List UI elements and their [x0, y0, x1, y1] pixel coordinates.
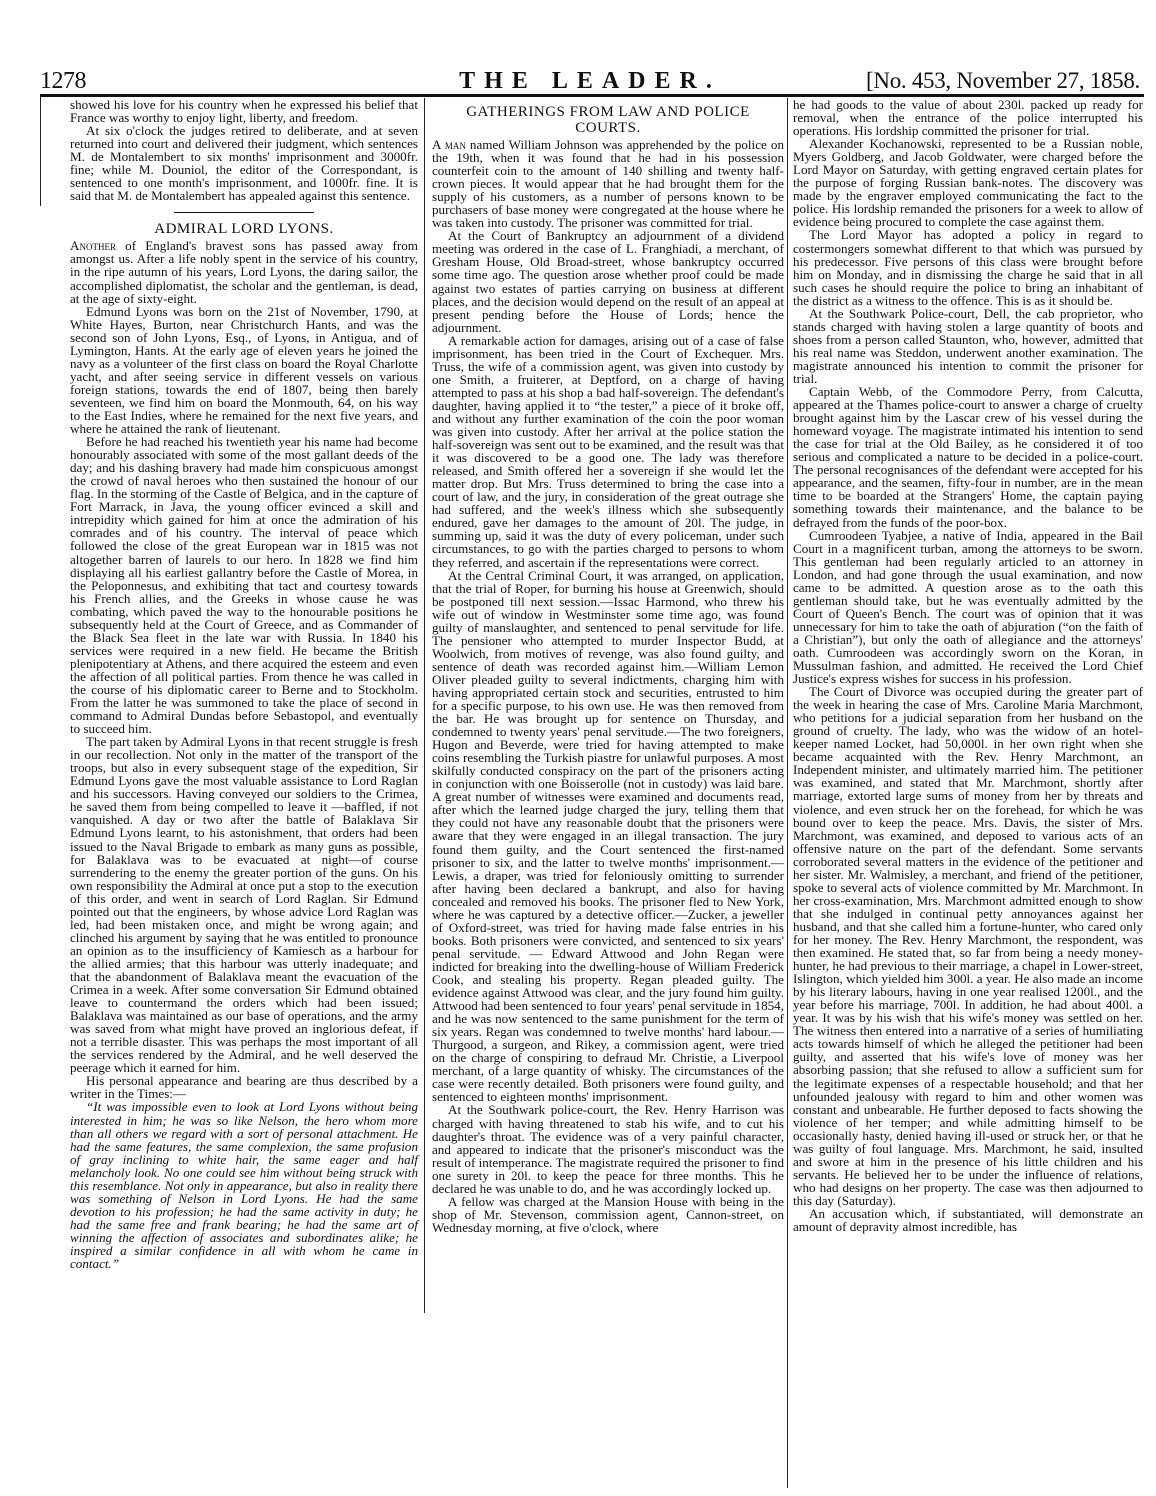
- paragraph: Before he had reached his twentieth year his name had become honourably associated with some of the most gallant deeds of the day; and his dashing bravery had made him conspicuous amongst the crowd of naval heroes who then sustained the honour of our flag. In the storming of the Castle of Belgica, and in the capture of Fort Marrack, in Java, the young officer evinced a skill and intrepidity which gained for him at once the admiration of his comrades and of his country. The interval of peace which followed the close of the great European war in 1815 was not altogether barren of laurels to our hero. In 1828 we find him displaying all his earliest gallantry before the Castle of Morea, in the Peloponnesus, and exhibiting that tact and courtesy towards his French allies, and the Greeks in whose cause he was combating, which paved the way to the honourable positions he subsequently held at the Court of Greece, and as Commander of the Black Sea fleet in the late war with Russia. In 1840 his services were required in a new field. He became the British plenipotentiary at Athens, and there acquired the esteem and even the affection of all political parties. From thence he was called in the course of his diplomatic career to Berne and to Stockholm. From the latter he was summoned to take the place of second in command to Admiral Dundas before Sebastopol, and eventually to succeed him.: [70, 434, 418, 737]
- lead-word: Another: [70, 238, 116, 254]
- paragraph: A remarkable action for damages, arising out of a case of false imprisonment, has been tried in the Court of Exchequer. Mrs. Truss, the wife of a commission agent, was given into custody by one Smith, a fruiterer, at Deptford, on a charge of having attempted to pass at his shop a bad half-sovereign. The defendant's daughter, having applied it to “the tester,” a piece of it broke off, and without any further examination of the coin the poor woman was given into custody. After her arrival at the police station the half-sovereign was sent out to be examined, and the result was that it was discovered to be a good one. The lady was therefore released, and Smith offered her a sovereign if she would let the matter drop. But Mrs. Truss determined to bring the case into a court of law, and the jury, in consideration of the great outrage she had suffered, and the week's illness which she subsequently endured, gave her damages to the amount of 20l. The judge, in summing up, said it was the duty of every policeman, under such circumstances, to go with the parties charged to persons to whom they referred, and ascertain if the representations were correct.: [432, 332, 784, 570]
- column-rule-2: [787, 98, 788, 1488]
- paragraph: showed his love for his country when he expressed his belief that France was worthy to enjoy light, liberty, and freedom.: [70, 97, 418, 126]
- paragraph: His personal appearance and bearing are thus described by a writer in the Times:—: [70, 1073, 418, 1102]
- paragraph: At the Court of Bankruptcy an adjournment of a dividend meeting was ordered in the case of L. Franghiadi, a merchant, of Gresham House, Old Broad-street, whose bankruptcy occurred some time ago. The question arose whether proof could be made against two estates of parties carrying on business at different places, and the decision would depend on the result of an appeal at present pending before the House of Lords; hence the adjournment.: [432, 228, 784, 335]
- paragraph: At six o'clock the judges retired to deliberate, and at seven returned into court and delivered their judgment, which sentences M. de Montalembert to six months' imprisonment and 3000fr. fine; while M. Douniol, the editor of the Correspondant, is sentenced to one month's imprisonment, and 1000fr. fine. It is said that M. de Montalembert has appealed against this sentence.: [70, 123, 418, 204]
- article-lead-paragraph: [70, 239, 418, 304]
- column-rule-1: [424, 98, 425, 1313]
- paragraph: he had goods to the value of about 230l. packed up ready for removal, when the entrance of the police interrupted his operations. His lordship committed the prisoner for trial.: [793, 97, 1143, 139]
- section-divider: [174, 212, 314, 213]
- paragraph: The Lord Mayor has adopted a policy in regard to costermongers somewhat different to that which was pursued by his predecessor. Five persons of this class were brought before him on Monday, and in dismissing the charge he said that in all such cases he should require the police to bring an inhabitant of the district as a witness to the offence. This is as it should be.: [793, 227, 1143, 308]
- paragraph: An accusation which, if substantiated, will demonstrate an amount of depravity almost incredible, has: [793, 1205, 1143, 1235]
- lead-word: A man: [432, 137, 466, 152]
- masthead: [40, 68, 1140, 94]
- paragraph: The Court of Divorce was occupied during the greater part of the week in hearing the case of Mrs. Caroline Maria Marchmont, who petitions for a judicial separation from her husband on the ground of cruelty. The lady, who was the widow of an hotel-keeper named Locket, had 50,000l. in her own right when she became acquainted with the Rev. Henry Marchmont, an Independent minister, and ultimately married him. The petitioner was examined, and stated that Mr. Marchmont, shortly after marriage, extorted large sums of money from her by threats and violence, and even struck her on the forehead, for which he was bound over to keep the peace. Mrs. Davis, the sister of Mrs. Marchmont, was examined, and deposed to various acts of an offensive nature on the part of the defendant. Some servants corroborated several matters in the evidence of the petitioner and her sister. Mr. Walmisley, a merchant, and friend of the petitioner, spoke to several acts of violence committed by Mr. Marchmont. In her cross-examination, Mrs. Marchmont admitted enough to show that she indulged in continual petty annoyances against her husband, and that she called him a fortune-hunter, who cared only for her money. The Rev. Henry Marchmont, the respondent, was then examined. He stated that, so far from being a needy money-hunter, he had previous to their marriage, a chapel in Lower-street, Islington, which yielded him 300l. a year. He also made an income by his literary labours, having in one year realised 1200l., and the year before his marriage, 700l. In addition, he had about 400l. a year. It was by his wish that his wife's money was settled on her. The witness then entered into a narrative of a series of humiliating acts towards himself of which he alleged the petitioner had been guilty, and asserted that his wife's love of money was her absorbing passion; that she refused to allow a sufficient sum for the legitimate expenses of a respectable household; and that her unfounded jealousy with regard to him and other women was constant and unbearable. He further deposed to facts showing the violence of her temper; and while admitting himself to be occasionally hasty, denied having ill-used or struck her, or that he was guilty of foul language. Mrs. Marchmont, he said, insulted and swore at him in the presence of his little children and his servants. He believed her to be under the influence of relations, who had designs on her property. The case was then adjourned to this day (Saturday).: [793, 684, 1143, 1208]
- lead-text: named William Johnson was apprehended by the police on the 19th, when it was found that he had in his possession counterfeit coin to the amount of 140 shilling and twenty half-crown pieces. It would appear that he had brought them for the supply of his customers, as a number of persons known to be purchasers of base money were congregated at the house where he was taken into custody. The prisoner was committed for trial.: [432, 137, 784, 231]
- column-3: [793, 98, 1143, 1233]
- paragraph: The part taken by Admiral Lyons in that recent struggle is fresh in our recollection. Not only in the matter of the transport of the troops, but also in every subsequent stage of the expedition, Sir Edmund Lyons gave the most valuable assistance to Lord Raglan and his successors. Having conveyed our soldiers to the Crimea, he saved them from being compelled to leave it —baffled, if not vanquished. A day or two after the battle of Balaklava Sir Edmund Lyons learnt, to his astonishment, that orders had been issued to the Naval Brigade to embark as many guns as possible, for Balaklava was to be evacuated at night—of course surrendering to the enemy the greater portion of the guns. On his own responsibility the Admiral at once put a stop to the execution of this order, and went in search of Lord Raglan. Sir Edmund pointed out that the engineers, by whose advice Lord Raglan was led, had been mistaken once, and might be wrong again; and clinched his argument by saying that he was entitled to pronounce an opinion as to the insufficiency of Kamiesch as a harbour for the allied armies; that this harbour was utterly inadequate; and that the abandonment of Balaklava meant the evacuation of the Crimea in a week. After some conversation Sir Edmund obtained leave to countermand the orders which had been issued; Balaklava was maintained as our base of operations, and the army was saved from what might have proved an inglorious defeat, if not a terrible disaster. This was perhaps the most important of all the services rendered by the Admiral, and he well deserved the peerage which it earned for him.: [70, 734, 418, 1076]
- paragraph: Captain Webb, of the Commodore Perry, from Calcutta, appeared at the Thames police-court to answer a charge of cruelty brought against him by the Lascar crew of his vessel during the homeward voyage. The magistrate intimated his intention to send the case for trial at the Old Bailey, as he considered it of too serious and complicated a nature to be decided in a police-court. The personal recognisances of the defendant were accepted for his appearance, and the seamen, fifty-four in number, are in the mean time to be boarded at the Strangers' Home, the captain paying something towards their maintenance, and the balance to be defrayed from the funds of the poor-box.: [793, 384, 1143, 530]
- article-heading-law-police-courts: GATHERINGS FROM LAW AND POLICE COURTS.: [466, 104, 750, 136]
- article-heading-lord-lyons: ADMIRAL LORD LYONS.: [154, 221, 334, 238]
- column-rule-left: [40, 96, 41, 206]
- paragraph: Edmund Lyons was born on the 21st of November, 1790, at White Hayes, Burton, near Christchurch Hants, and was the second son of John Lyons, Esq., of Lyons, in Antigua, and of Lymington, Hants. At the early age of eleven years he joined the navy as a volunteer of the first class on board the Royal Charlotte yacht, and after seeing service in different vessels on various foreign stations, towards the end of 1807, being then barely seventeen, we find him on board the Monmouth, 64, on his way to the East Indies, where he remained for the next five years, and where he attained the rank of lieutenant.: [70, 303, 418, 437]
- lead-text: of England's bravest sons has passed away from amongst us. After a life nobly spent in the service of his country, in the ripe autumn of his years, Lord Lyons, the daring sailor, the accomplished diplomatist, the scholar and the gentleman, is dead, at the age of sixty-eight.: [70, 238, 418, 306]
- column-1: [70, 98, 418, 1270]
- paragraph: At the Southwark Police-court, Dell, the cab proprietor, who stands charged with having stolen a large quantity of boots and shoes from a person called Staunton, who, however, admitted that his real name was Steddon, underwent another examination. The magistrate announced his intention to commit the prisoner for trial.: [793, 305, 1143, 386]
- issue-dateline: [No. 453, November 27, 1858.: [866, 68, 1140, 93]
- column-2: [432, 98, 784, 1234]
- paragraph: Alexander Kochanowski, represented to be a Russian noble, Myers Goldberg, and Jacob Goldwater, were charged before the Lord Mayor on Saturday, with getting engraved certain plates for the purpose of forging Russian bank-notes. The discovery was made by the engraver employed communicating the fact to the police. His lordship remanded the prisoners for a week to allow of evidence being procured to complete the case against them.: [793, 136, 1143, 230]
- newspaper-title: THE LEADER.: [459, 68, 721, 94]
- paragraph: Cumroodeen Tyabjee, a native of India, appeared in the Bail Court in a magnificent turban, among the attorneys to be sworn. This gentleman had been regularly articled to an attorney in London, and had gone through the usual examination, and now came to be admitted. A question arose as to the oath this gentleman should take, but he was eventually admitted by the Court of Queen's Bench. The court was of opinion that it was unnecessary for him to take the oath of abjuration (“on the faith of a Christian”), but only the oath of allegiance and the attorneys' oath. Cumroodeen was accordingly sworn on the Koran, in Mussulman fashion, and admitted. He received the Lord Chief Justice's express wishes for success in his profession.: [793, 527, 1143, 687]
- paragraph: A fellow was charged at the Mansion House with being in the shop of Mr. Stevenson, commission agent, Cannon-street, on Wednesday morning, at five o'clock, where: [432, 1193, 784, 1235]
- page-number: 1278: [40, 68, 86, 94]
- article-lead-paragraph: [432, 138, 784, 229]
- quotation-paragraph: “It was impossible even to look at Lord Lyons without being interested in him; he was so like Nelson, the hero whom more than all others we regard with a sort of personal attachment. He had the same features, the same complexion, the same profusion of gray inclining to white hair, the same eager and half melancholy look. No one could see him without being struck with this resemblance. Not only in appearance, but also in reality there was something of Nelson in Lord Lyons. He had the same devotion to his profession; he had the same activity in duty; he had the same free and frank bearing; he had the same art of winning the affection of associates and subordinates alike; he inspired a similar confidence in all with whom he came in contact.”: [70, 1099, 418, 1272]
- paragraph: At the Central Criminal Court, it was arranged, on application, that the trial of Roper, for burning his house at Greenwich, should be postponed till next session.—Issac Harmond, who threw his wife out of window in Westminster some time ago, was found guilty of manslaughter, and sentenced to penal servitude for life. The pensioner who attempted to murder Inspector Budd, at Woolwich, from motives of revenge, was also found guilty, and sentence of death was recorded against him.—William Lemon Oliver pleaded guilty to several indictments, charging him with having appropriated certain stock and securities, entrusted to him for a specific purpose, to his own use. He was then removed from the bar. He was brought up for sentence on Thursday, and condemned to twenty years' penal servitude.—The two foreigners, Hugon and Beverde, were tried for having attempted to make coins resembling the Turkish piastre for unlawful purposes. A most skilfully conducted conspiracy on the part of the prisoners acting in conjunction with one Boisserolle (not in custody) was laid bare. A great number of witnesses were examined and documents read, after which the learned judge charged the jury, telling them that they could not have any reasonable doubt that the prisoners were aware that they were engaged in an illegal transaction. The jury found them guilty, and the Court sentenced the first-named prisoner to six, and the latter to twelve months' imprisonment.— Lewis, a draper, was tried for feloniously omitting to surrender after having been declared a bankrupt, and also for having concealed and removed his books. The prisoner fled to New York, where he was captured by a detective officer.—Zucker, a jeweller of Oxford-street, was tried for having made false entries in his books. Both prisoners were convicted, and sentenced to six years' penal servitude. — Edward Attwood and John Regan were indicted for breaking into the dwelling-house of William Frederick Cook, and stealing his property. Regan pleaded guilty. The evidence against Attwood was clear, and the jury found him guilty. Attwood had been sentenced to four years' penal servitude in 1854, and he was now sentenced to the same punishment for the term of six years. Regan was condemned to twelve months' hard labour.—Thurgood, a surgeon, and Rikey, a commission agent, were tried on the charge of conspiring to defraud Mr. Christie, a Liverpool merchant, of a large quantity of whisky. The circumstances of the case were recently detailed. Both prisoners were found guilty, and sentenced to eighteen months' imprisonment.: [432, 567, 784, 1105]
- paragraph: At the Southwark police-court, the Rev. Henry Harrison was charged with having threatened to stab his wife, and to cut his daughter's throat. The evidence was of a very painful character, and appeared to indicate that the prisoner's misconduct was the result of intemperance. The magistrate required the prisoner to find one surety in 20l. to keep the peace for three months. This he declared he was unable to do, and he was accordingly locked up.: [432, 1102, 784, 1196]
